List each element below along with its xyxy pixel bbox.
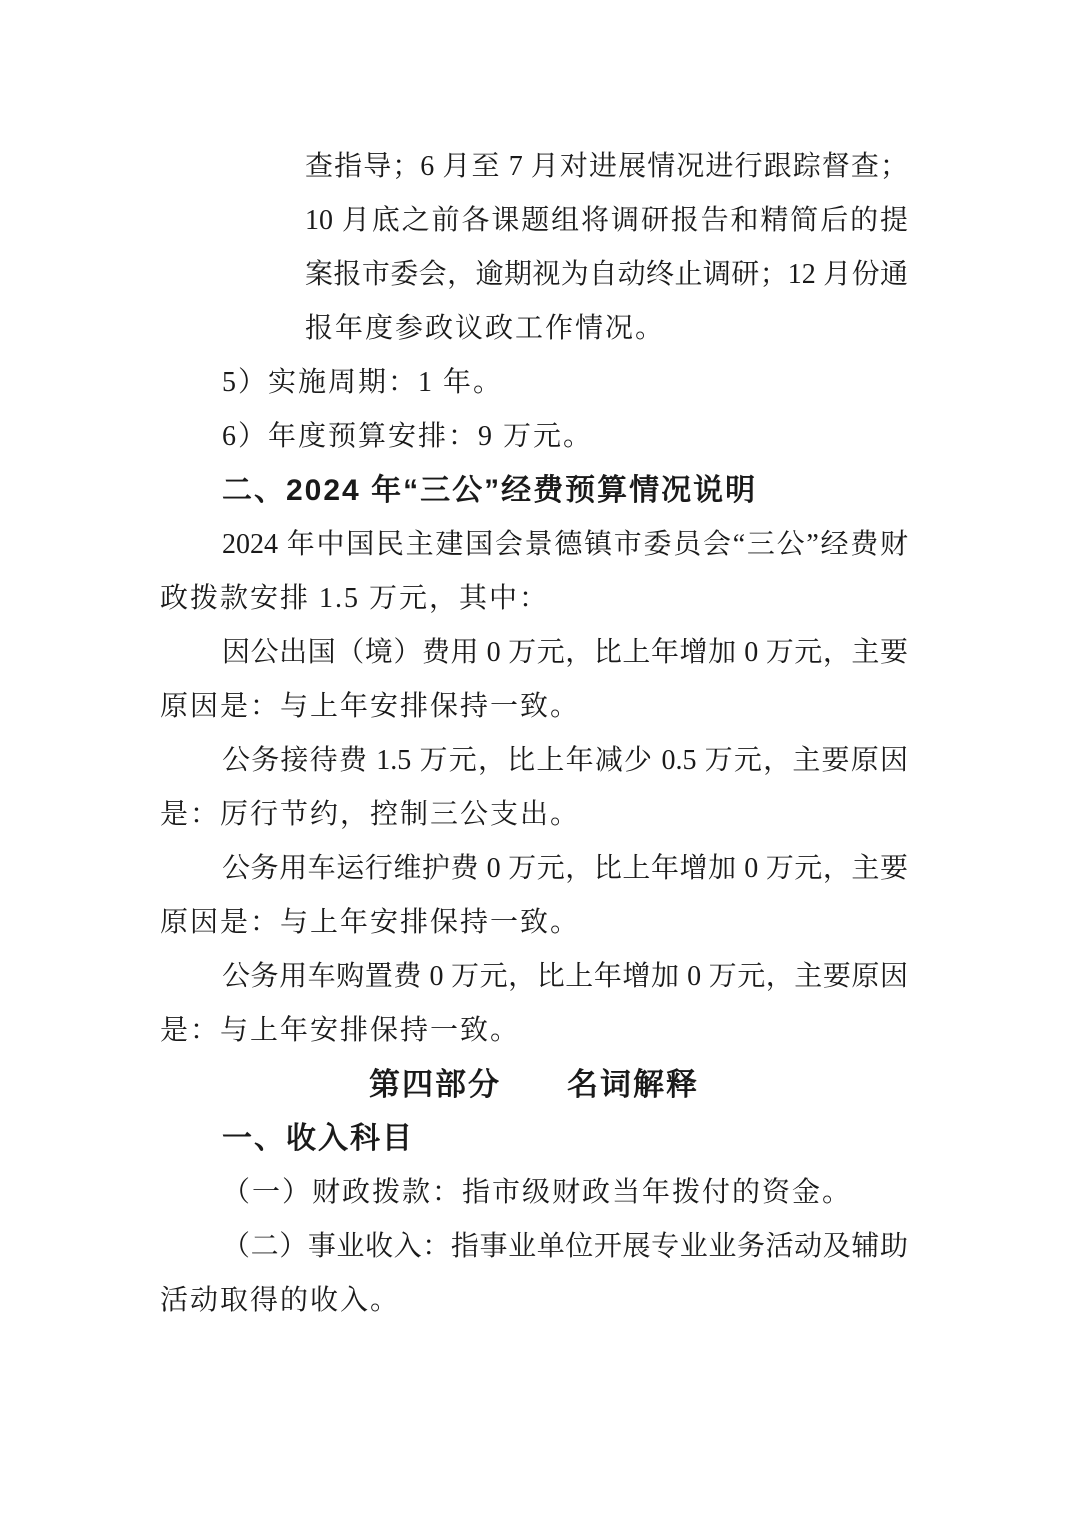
paragraph-line-vehicle-purchase: 公务用车购置费 0 万元，比上年增加 0 万元，主要原因 — [222, 961, 908, 992]
paragraph-line: 活动取得的收入。 — [160, 1285, 401, 1316]
paragraph-line-business-income: （二）事业收入：指事业单位开展专业业务活动及辅助 — [222, 1231, 908, 1262]
paragraph-continuation-line: 报年度参政议政工作情况。 — [305, 313, 666, 344]
paragraph-continuation-line: 查指导；6 月至 7 月对进展情况进行跟踪督查； — [305, 151, 908, 182]
paragraph-line: 是：厉行节约，控制三公支出。 — [160, 799, 581, 830]
part-four-heading: 第四部分 名词解释 — [369, 1067, 699, 1102]
paragraph-line-abroad-expense: 因公出国（境）费用 0 万元，比上年增加 0 万元，主要 — [222, 637, 908, 668]
section-heading-income-subjects: 一、收入科目 — [222, 1122, 414, 1155]
paragraph-line-reception-expense: 公务接待费 1.5 万元，比上年减少 0.5 万元，主要原因 — [222, 745, 908, 776]
paragraph-line-vehicle-maintenance: 公务用车运行维护费 0 万元，比上年增加 0 万元，主要 — [222, 853, 908, 884]
paragraph-continuation-line: 案报市委会，逾期视为自动终止调研；12 月份通 — [305, 259, 908, 290]
numbered-item-annual-budget: 6）年度预算安排：9 万元。 — [222, 421, 594, 452]
paragraph-line: 2024 年中国民主建国会景德镇市委员会“三公”经费财 — [222, 529, 908, 560]
paragraph-line-fiscal-appropriation: （一）财政拨款：指市级财政当年拨付的资金。 — [222, 1177, 853, 1208]
paragraph-line: 原因是：与上年安排保持一致。 — [160, 691, 581, 722]
paragraph-continuation-line: 10 月底之前各课题组将调研报告和精简后的提 — [305, 205, 908, 236]
paragraph-line: 原因是：与上年安排保持一致。 — [160, 907, 581, 938]
paragraph-line: 政拨款安排 1.5 万元，其中： — [160, 583, 550, 614]
document-body — [160, 140, 908, 1328]
numbered-item-implementation-period: 5）实施周期：1 年。 — [222, 367, 504, 398]
section-heading-sangong-budget: 二、2024 年“三公”经费预算情况说明 — [222, 474, 758, 507]
paragraph-line: 是：与上年安排保持一致。 — [160, 1015, 521, 1046]
